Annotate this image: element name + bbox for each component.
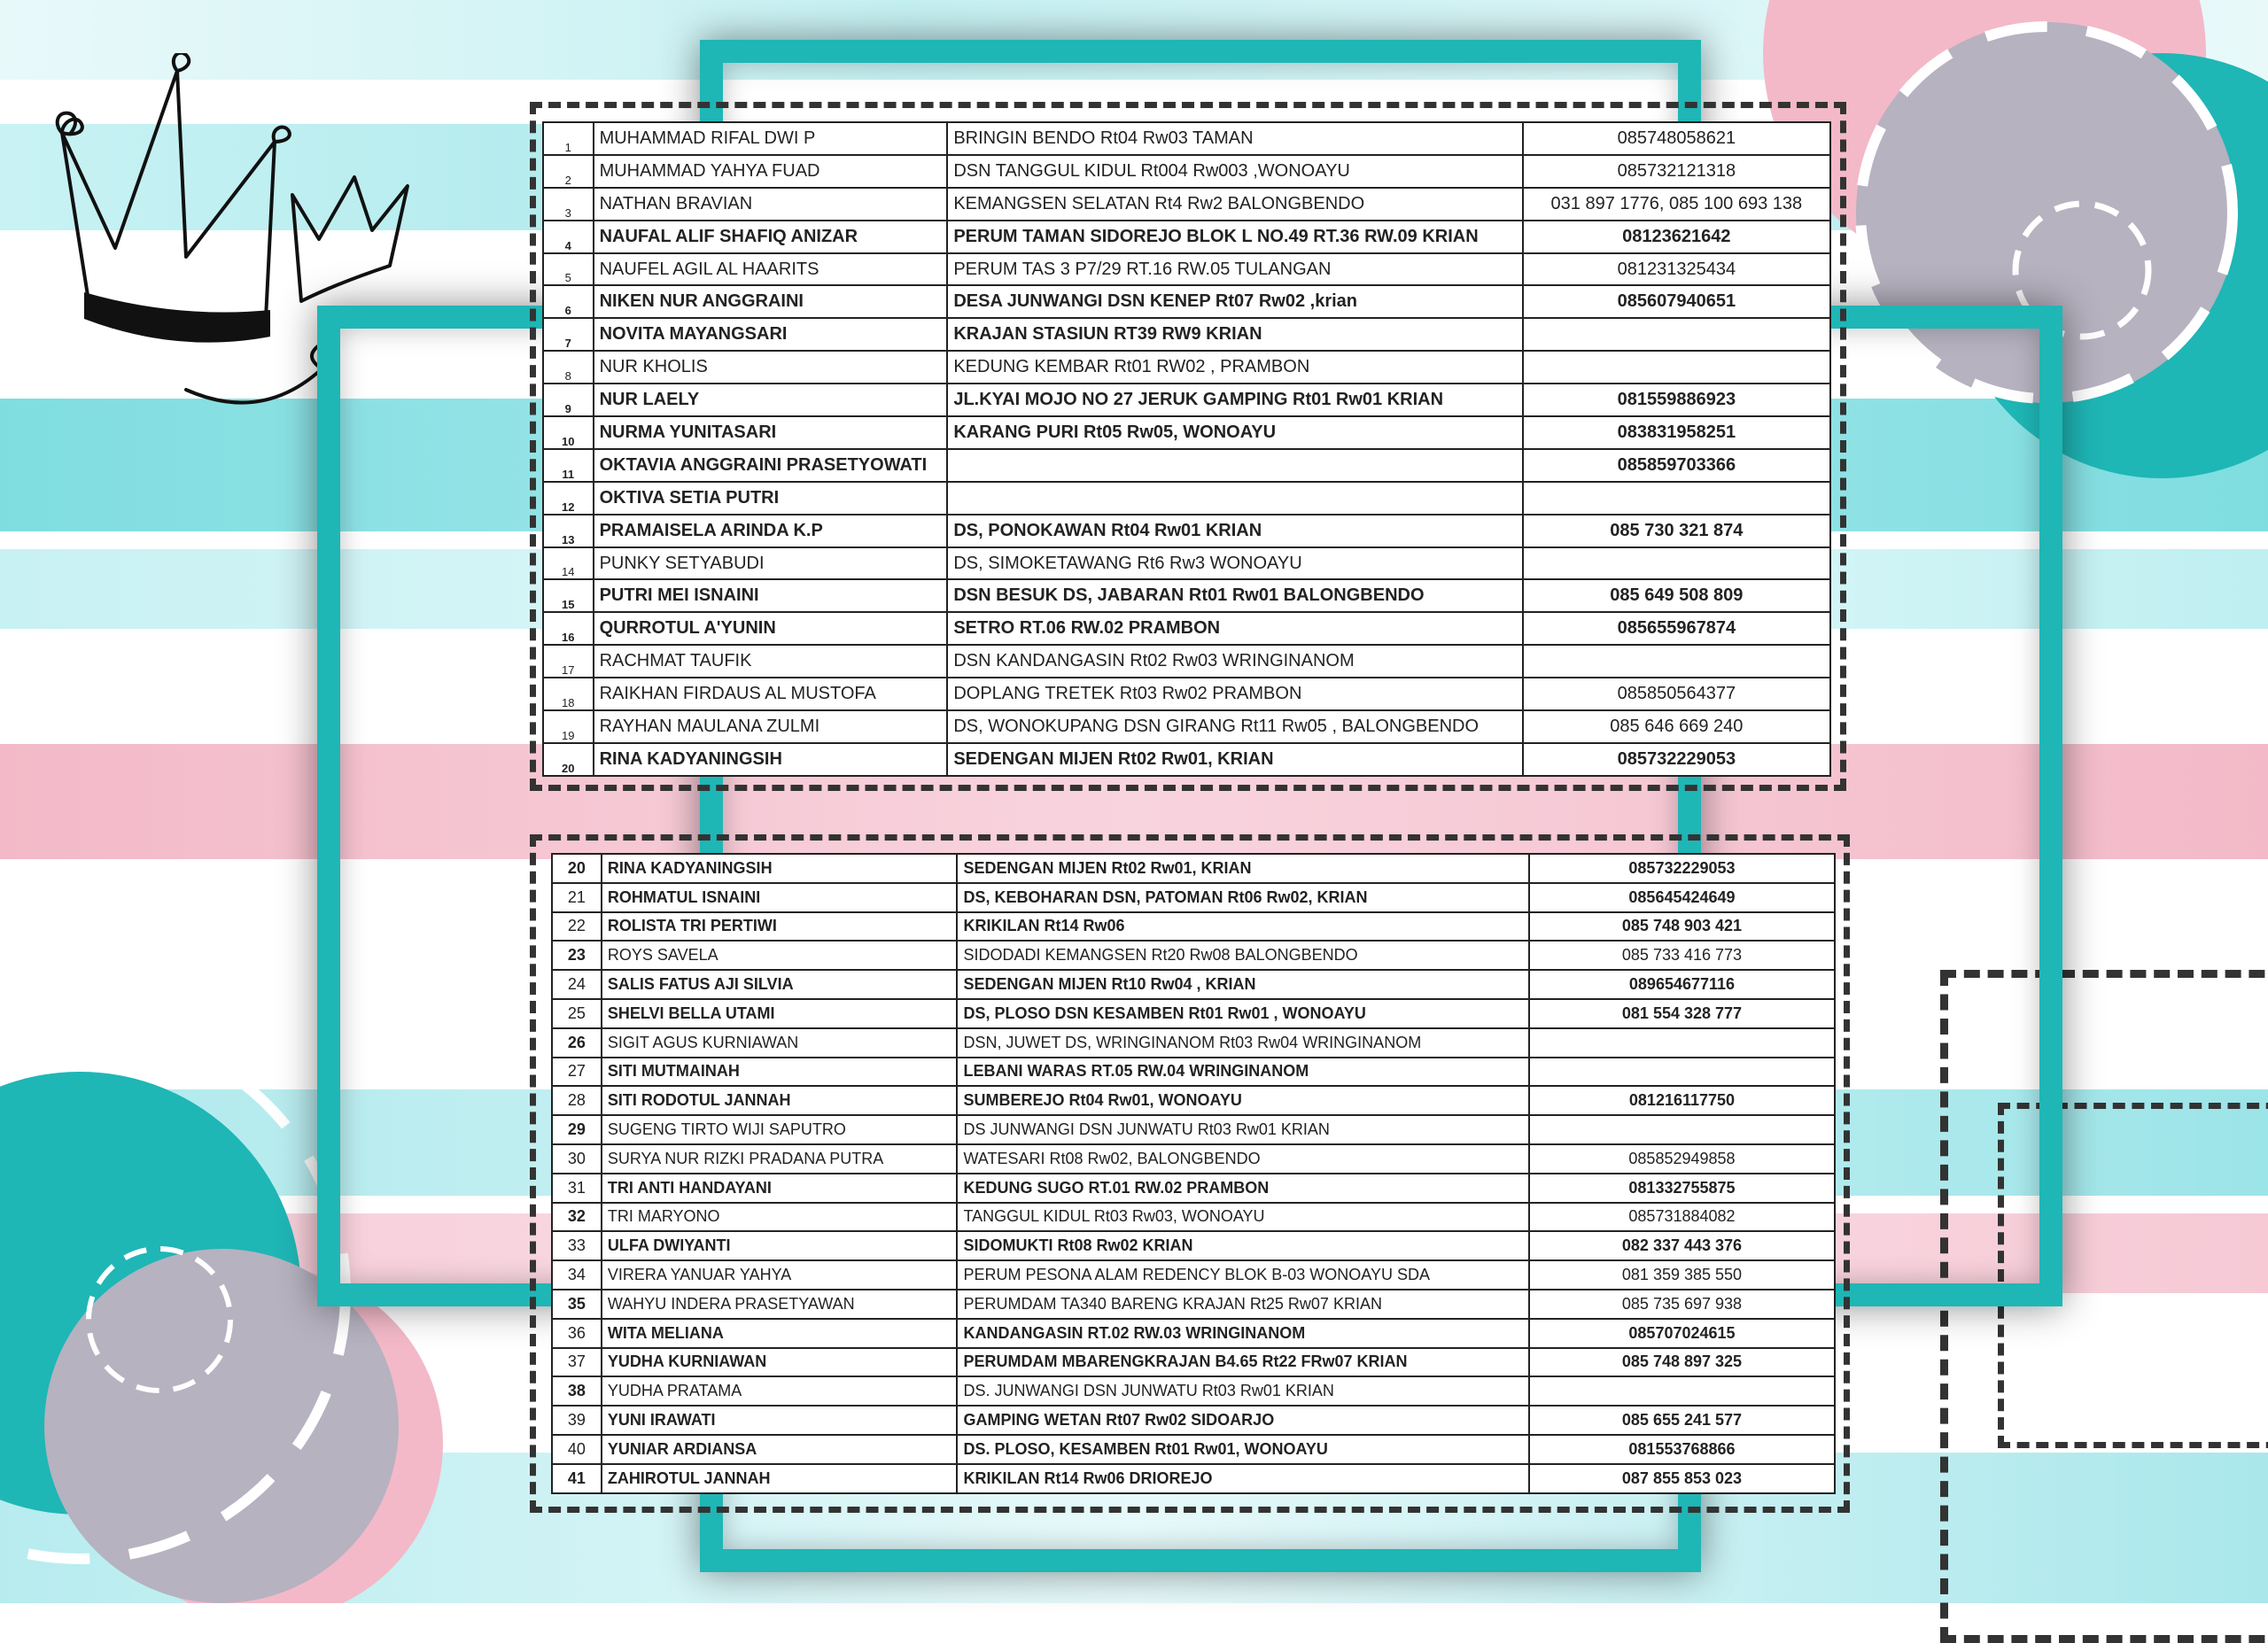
student-name: YUDHA PRATAMA	[602, 1376, 958, 1406]
student-address: DSN BESUK DS, JABARAN Rt01 Rw01 BALONGBENDO	[947, 579, 1522, 612]
student-phone	[1523, 547, 1830, 580]
student-name: SUGENG TIRTO WIJI SAPUTRO	[602, 1115, 958, 1144]
table-row	[552, 912, 1835, 942]
student-phone: 085852949858	[1529, 1144, 1835, 1174]
student-phone: 082 337 443 376	[1529, 1231, 1835, 1260]
row-number: 3	[543, 188, 594, 221]
row-number: 20	[543, 743, 594, 776]
student-phone	[1529, 1058, 1835, 1087]
student-name: ULFA DWIYANTI	[602, 1231, 958, 1260]
student-phone: 031 897 1776, 085 100 693 138	[1523, 188, 1830, 221]
student-phone: 089654677116	[1529, 970, 1835, 999]
table-row	[543, 318, 1830, 351]
student-address: DOPLANG TRETEK Rt03 Rw02 PRAMBON	[947, 678, 1522, 710]
student-phone: 081231325434	[1523, 253, 1830, 286]
row-number: 35	[552, 1290, 602, 1319]
student-phone: 081 554 328 777	[1529, 999, 1835, 1028]
student-address: KARANG PURI Rt05 Rw05, WONOAYU	[947, 416, 1522, 449]
student-address	[947, 449, 1522, 482]
student-name: RACHMAT TAUFIK	[594, 645, 948, 678]
student-name: OKTAVIA ANGGRAINI PRASETYOWATI	[594, 449, 948, 482]
row-number: 36	[552, 1319, 602, 1348]
student-address: DSN, JUWET DS, WRINGINANOM Rt03 Rw04 WRINGINANOM	[957, 1028, 1528, 1058]
table-row	[552, 999, 1835, 1028]
student-name: YUNIAR ARDIANSA	[602, 1435, 958, 1464]
row-number: 15	[543, 579, 594, 612]
table-row	[543, 612, 1830, 645]
student-name: ROYS SAVELA	[602, 941, 958, 970]
row-number: 17	[543, 645, 594, 678]
row-number: 8	[543, 351, 594, 384]
student-name: NIKEN NUR ANGGRAINI	[594, 285, 948, 318]
student-name: OKTIVA SETIA PUTRI	[594, 482, 948, 515]
table-row	[543, 678, 1830, 710]
student-phone: 085850564377	[1523, 678, 1830, 710]
student-phone: 081553768866	[1529, 1435, 1835, 1464]
student-name: WAHYU INDERA PRASETYAWAN	[602, 1290, 958, 1319]
student-name: NAUFEL AGIL AL HAARITS	[594, 253, 948, 286]
table-row	[543, 482, 1830, 515]
row-number: 4	[543, 221, 594, 253]
student-phone: 085 655 241 577	[1529, 1406, 1835, 1435]
student-address: DS. PLOSO, KESAMBEN Rt01 Rw01, WONOAYU	[957, 1435, 1528, 1464]
table-row	[552, 1174, 1835, 1203]
student-name: NUR KHOLIS	[594, 351, 948, 384]
student-name: SALIS FATUS AJI SILVIA	[602, 970, 958, 999]
table-row	[552, 1144, 1835, 1174]
student-name: RAYHAN MAULANA ZULMI	[594, 710, 948, 743]
student-name: ZAHIROTUL JANNAH	[602, 1464, 958, 1493]
student-phone: 085859703366	[1523, 449, 1830, 482]
table-row	[543, 416, 1830, 449]
student-address: SEDENGAN MIJEN Rt02 Rw01, KRIAN	[957, 854, 1528, 883]
student-name: MUHAMMAD YAHYA FUAD	[594, 155, 948, 188]
student-name: PUTRI MEI ISNAINI	[594, 579, 948, 612]
row-number: 31	[552, 1174, 602, 1203]
student-name: NURMA YUNITASARI	[594, 416, 948, 449]
row-number: 10	[543, 416, 594, 449]
student-phone: 083831958251	[1523, 416, 1830, 449]
student-phone: 081332755875	[1529, 1174, 1835, 1203]
student-address: KRAJAN STASIUN RT39 RW9 KRIAN	[947, 318, 1522, 351]
student-address: DS. JUNWANGI DSN JUNWATU Rt03 Rw01 KRIAN	[957, 1376, 1528, 1406]
table-row	[543, 710, 1830, 743]
student-phone: 085607940651	[1523, 285, 1830, 318]
student-address: KEDUNG SUGO RT.01 RW.02 PRAMBON	[957, 1174, 1528, 1203]
student-name: TRI ANTI HANDAYANI	[602, 1174, 958, 1203]
row-number: 41	[552, 1464, 602, 1493]
table-row	[552, 1058, 1835, 1087]
student-phone	[1523, 645, 1830, 678]
student-address: KEMANGSEN SELATAN Rt4 Rw2 BALONGBENDO	[947, 188, 1522, 221]
student-name: WITA MELIANA	[602, 1319, 958, 1348]
student-address: DS, SIMOKETAWANG Rt6 Rw3 WONOAYU	[947, 547, 1522, 580]
table-row	[552, 1406, 1835, 1435]
student-name: SURYA NUR RIZKI PRADANA PUTRA	[602, 1144, 958, 1174]
table-row	[543, 188, 1830, 221]
student-phone: 085 733 416 773	[1529, 941, 1835, 970]
row-number: 25	[552, 999, 602, 1028]
student-phone: 085731884082	[1529, 1203, 1835, 1232]
student-address: DS, PLOSO DSN KESAMBEN Rt01 Rw01 , WONOAYU	[957, 999, 1528, 1028]
student-phone: 085645424649	[1529, 883, 1835, 912]
row-number: 19	[543, 710, 594, 743]
row-number: 14	[543, 547, 594, 580]
row-number: 28	[552, 1086, 602, 1115]
student-name: SITI RODOTUL JANNAH	[602, 1086, 958, 1115]
student-phone: 085707024615	[1529, 1319, 1835, 1348]
table-row	[552, 1115, 1835, 1144]
row-number: 26	[552, 1028, 602, 1058]
student-name: QURROTUL A'YUNIN	[594, 612, 948, 645]
row-number: 12	[543, 482, 594, 515]
student-name: SITI MUTMAINAH	[602, 1058, 958, 1087]
row-number: 20	[552, 854, 602, 883]
row-number: 37	[552, 1348, 602, 1377]
student-address: SEDENGAN MIJEN Rt10 Rw04 , KRIAN	[957, 970, 1528, 999]
student-address: SIDODADI KEMANGSEN Rt20 Rw08 BALONGBENDO	[957, 941, 1528, 970]
table-row	[543, 253, 1830, 286]
row-number: 18	[543, 678, 594, 710]
student-address: GAMPING WETAN Rt07 Rw02 SIDOARJO	[957, 1406, 1528, 1435]
table-row	[552, 970, 1835, 999]
student-phone: 085 730 321 874	[1523, 515, 1830, 547]
student-address: DESA JUNWANGI DSN KENEP Rt07 Rw02 ,krian	[947, 285, 1522, 318]
student-address: DS, PONOKAWAN Rt04 Rw01 KRIAN	[947, 515, 1522, 547]
student-address	[947, 482, 1522, 515]
student-name: PUNKY SETYABUDI	[594, 547, 948, 580]
student-table-top	[542, 121, 1831, 777]
student-name: YUNI IRAWATI	[602, 1406, 958, 1435]
student-name: VIRERA YANUAR YAHYA	[602, 1260, 958, 1290]
student-phone: 085 646 669 240	[1523, 710, 1830, 743]
row-number: 16	[543, 612, 594, 645]
row-number: 6	[543, 285, 594, 318]
row-number: 7	[543, 318, 594, 351]
student-name: PRAMAISELA ARINDA K.P	[594, 515, 948, 547]
row-number: 2	[543, 155, 594, 188]
table-row	[543, 743, 1830, 776]
student-phone: 085 748 903 421	[1529, 912, 1835, 942]
row-number: 22	[552, 912, 602, 942]
table-row	[552, 1086, 1835, 1115]
student-phone: 081216117750	[1529, 1086, 1835, 1115]
student-phone	[1529, 1376, 1835, 1406]
table-row	[543, 384, 1830, 416]
student-name: NUR LAELY	[594, 384, 948, 416]
student-name: RINA KADYANINGSIH	[602, 854, 958, 883]
table-row	[552, 941, 1835, 970]
row-number: 9	[543, 384, 594, 416]
student-address: PERUMDAM MBARENGKRAJAN B4.65 Rt22 FRw07 KRIAN	[957, 1348, 1528, 1377]
row-number: 39	[552, 1406, 602, 1435]
student-address: SIDOMUKTI Rt08 Rw02 KRIAN	[957, 1231, 1528, 1260]
student-address: SETRO RT.06 RW.02 PRAMBON	[947, 612, 1522, 645]
table-row	[552, 1319, 1835, 1348]
student-address: KRIKILAN Rt14 Rw06	[957, 912, 1528, 942]
row-number: 11	[543, 449, 594, 482]
student-address: DSN KANDANGASIN Rt02 Rw03 WRINGINANOM	[947, 645, 1522, 678]
student-name: RINA KADYANINGSIH	[594, 743, 948, 776]
student-phone: 081559886923	[1523, 384, 1830, 416]
student-phone: 085 735 697 938	[1529, 1290, 1835, 1319]
row-number: 32	[552, 1203, 602, 1232]
table-row	[543, 155, 1830, 188]
student-phone	[1523, 351, 1830, 384]
student-phone	[1523, 318, 1830, 351]
student-name: ROLISTA TRI PERTIWI	[602, 912, 958, 942]
row-number: 1	[543, 122, 594, 155]
row-number: 29	[552, 1115, 602, 1144]
student-name: MUHAMMAD RIFAL DWI P	[594, 122, 948, 155]
table-row	[552, 1376, 1835, 1406]
student-address: KRIKILAN Rt14 Rw06 DRIOREJO	[957, 1464, 1528, 1493]
table-row	[552, 1028, 1835, 1058]
student-name: NATHAN BRAVIAN	[594, 188, 948, 221]
student-phone	[1529, 1028, 1835, 1058]
row-number: 21	[552, 883, 602, 912]
student-address: JL.KYAI MOJO NO 27 JERUK GAMPING Rt01 Rw01 KRIAN	[947, 384, 1522, 416]
student-phone: 08123621642	[1523, 221, 1830, 253]
student-phone: 085 748 897 325	[1529, 1348, 1835, 1377]
table-row	[552, 1231, 1835, 1260]
student-address: PERUM PESONA ALAM REDENCY BLOK B-03 WONOAYU SDA	[957, 1260, 1528, 1290]
table-row	[543, 449, 1830, 482]
student-name: SHELVI BELLA UTAMI	[602, 999, 958, 1028]
student-address: DS JUNWANGI DSN JUNWATU Rt03 Rw01 KRIAN	[957, 1115, 1528, 1144]
table-row	[552, 1435, 1835, 1464]
student-phone: 085732121318	[1523, 155, 1830, 188]
student-phone: 085 649 508 809	[1523, 579, 1830, 612]
row-number: 23	[552, 941, 602, 970]
row-number: 5	[543, 253, 594, 286]
student-name: NAUFAL ALIF SHAFIQ ANIZAR	[594, 221, 948, 253]
student-name: NOVITA MAYANGSARI	[594, 318, 948, 351]
row-number: 40	[552, 1435, 602, 1464]
student-table-bottom-body	[552, 854, 1835, 1493]
row-number: 13	[543, 515, 594, 547]
student-phone: 085748058621	[1523, 122, 1830, 155]
row-number: 30	[552, 1144, 602, 1174]
row-number: 38	[552, 1376, 602, 1406]
student-address: PERUM TAS 3 P7/29 RT.16 RW.05 TULANGAN	[947, 253, 1522, 286]
table-row	[552, 1464, 1835, 1493]
student-phone: 085732229053	[1529, 854, 1835, 883]
student-name: SIGIT AGUS KURNIAWAN	[602, 1028, 958, 1058]
student-address: PERUM TAMAN SIDOREJO BLOK L NO.49 RT.36 RW.09 KRIAN	[947, 221, 1522, 253]
student-phone: 085732229053	[1523, 743, 1830, 776]
student-phone	[1529, 1115, 1835, 1144]
row-number: 27	[552, 1058, 602, 1087]
student-address: KANDANGASIN RT.02 RW.03 WRINGINANOM	[957, 1319, 1528, 1348]
student-address: LEBANI WARAS RT.05 RW.04 WRINGINANOM	[957, 1058, 1528, 1087]
row-number: 34	[552, 1260, 602, 1290]
table-row	[543, 221, 1830, 253]
student-phone: 081 359 385 550	[1529, 1260, 1835, 1290]
table-row	[543, 351, 1830, 384]
table-row	[552, 854, 1835, 883]
table-row	[543, 515, 1830, 547]
table-row	[552, 1290, 1835, 1319]
student-address: BRINGIN BENDO Rt04 Rw03 TAMAN	[947, 122, 1522, 155]
table-row	[552, 883, 1835, 912]
row-number: 33	[552, 1231, 602, 1260]
student-table-top-body	[543, 122, 1830, 776]
student-name: RAIKHAN FIRDAUS AL MUSTOFA	[594, 678, 948, 710]
student-name: TRI MARYONO	[602, 1203, 958, 1232]
student-phone: 085655967874	[1523, 612, 1830, 645]
student-phone	[1523, 482, 1830, 515]
table-row	[552, 1203, 1835, 1232]
table-row	[543, 547, 1830, 580]
table-row	[543, 579, 1830, 612]
row-number: 24	[552, 970, 602, 999]
student-phone: 087 855 853 023	[1529, 1464, 1835, 1493]
student-address: DSN TANGGUL KIDUL Rt004 Rw003 ,WONOAYU	[947, 155, 1522, 188]
table-row	[552, 1260, 1835, 1290]
student-address: WATESARI Rt08 Rw02, BALONGBENDO	[957, 1144, 1528, 1174]
table-row	[543, 645, 1830, 678]
student-name: YUDHA KURNIAWAN	[602, 1348, 958, 1377]
student-address: PERUMDAM TA340 BARENG KRAJAN Rt25 Rw07 KRIAN	[957, 1290, 1528, 1319]
student-address: SUMBEREJO Rt04 Rw01, WONOAYU	[957, 1086, 1528, 1115]
table-row	[552, 1348, 1835, 1377]
student-name: ROHMATUL ISNAINI	[602, 883, 958, 912]
student-address: DS, KEBOHARAN DSN, PATOMAN Rt06 Rw02, KRIAN	[957, 883, 1528, 912]
student-table-bottom	[551, 853, 1836, 1494]
table-row	[543, 122, 1830, 155]
table-row	[543, 285, 1830, 318]
student-address: SEDENGAN MIJEN Rt02 Rw01, KRIAN	[947, 743, 1522, 776]
student-address: DS, WONOKUPANG DSN GIRANG Rt11 Rw05 , BALONGBENDO	[947, 710, 1522, 743]
student-address: TANGGUL KIDUL Rt03 Rw03, WONOAYU	[957, 1203, 1528, 1232]
student-address: KEDUNG KEMBAR Rt01 RW02 , PRAMBON	[947, 351, 1522, 384]
